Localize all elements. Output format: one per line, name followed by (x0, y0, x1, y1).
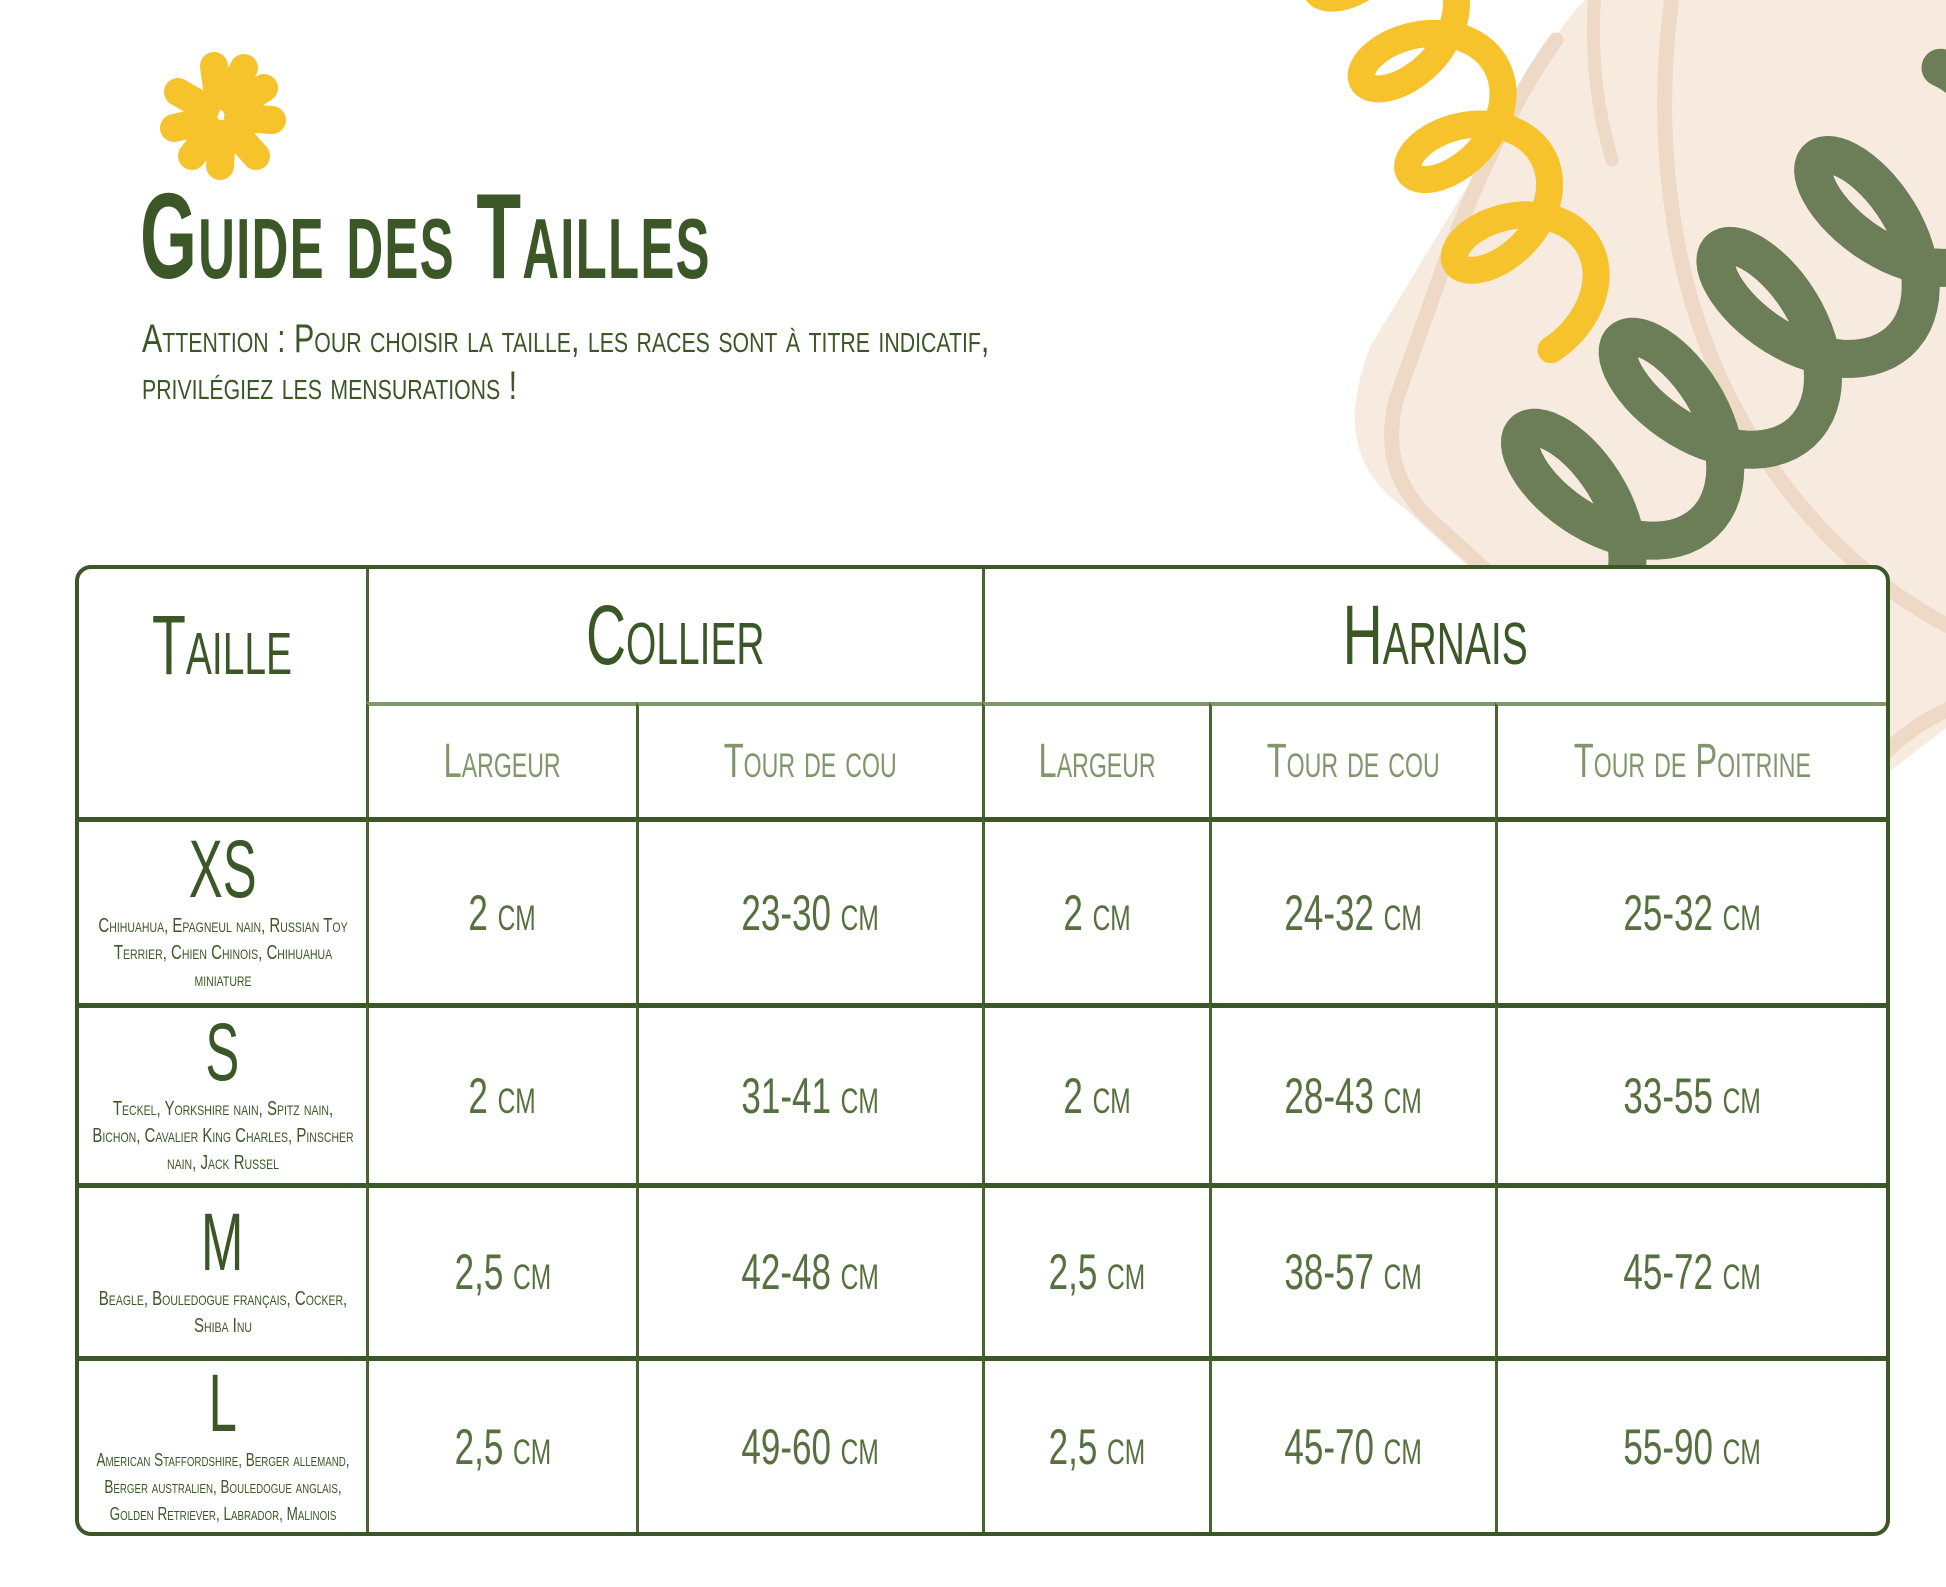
breeds-l: American Staffordshire, Berger allemand, Berger australien, Bouledogue anglais, Golden Retriever, Labrador, Malinois (95, 1449, 350, 1524)
cell-xs-harnais-tour-de-poitrine: 25-32 cm (1495, 817, 1886, 1003)
subheader-collier-largeur: Largeur (366, 702, 636, 817)
cell-s-collier-tour-de-cou: 31-41 cm (636, 1003, 982, 1183)
cell-l-harnais-tour-de-poitrine: 55-90 cm (1495, 1356, 1886, 1532)
cell-l-collier-largeur: 2,5 cm (366, 1356, 636, 1532)
cell-xs-collier-largeur: 2 cm (366, 817, 636, 1003)
cell-s-harnais-tour-de-cou: 28-43 cm (1209, 1003, 1495, 1183)
subheader-harnais-tour-de-cou: Tour de cou (1209, 702, 1495, 817)
cell-s-harnais-largeur: 2 cm (982, 1003, 1209, 1183)
page-title: Guide des Tailles (140, 168, 711, 304)
size-guide-table (75, 565, 1890, 1536)
breeds-s: Teckel, Yorkshire nain, Spitz nain, Bichon, Cavalier King Charles, Pinscher nain, Jack Russel (91, 1097, 354, 1174)
cell-xs-harnais-largeur: 2 cm (982, 817, 1209, 1003)
cell-l-harnais-tour-de-cou: 45-70 cm (1209, 1356, 1495, 1532)
cell-m-harnais-tour-de-poitrine: 45-72 cm (1495, 1183, 1886, 1356)
breeds-xs: Chihuahua, Epagneul nain, Russian Toy Terrier, Chien Chinois, Chihuahua miniature (97, 914, 348, 991)
row-s-size-cell (79, 1003, 366, 1183)
size-label-s: S (205, 1007, 240, 1099)
size-label-l: L (208, 1358, 237, 1450)
breeds-m: Beagle, Bouledogue français, Cocker, Shiba Inu (98, 1287, 347, 1337)
subheader-harnais-largeur: Largeur (982, 702, 1209, 817)
cell-m-harnais-tour-de-cou: 38-57 cm (1209, 1183, 1495, 1356)
row-m-size-cell (79, 1183, 366, 1356)
row-l-size-cell (79, 1356, 366, 1532)
header-harnais: Harnais (982, 569, 1886, 702)
cell-m-harnais-largeur: 2,5 cm (982, 1183, 1209, 1356)
subheader-collier-tour-de-cou: Tour de cou (636, 702, 982, 817)
cell-l-harnais-largeur: 2,5 cm (982, 1356, 1209, 1532)
header-collier: Collier (366, 569, 982, 702)
page-subtitle (142, 316, 1257, 410)
subtitle-line-2: privilégiez les mensurations ! (142, 364, 518, 408)
cell-m-collier-largeur: 2,5 cm (366, 1183, 636, 1356)
cell-m-collier-tour-de-cou: 42-48 cm (636, 1183, 982, 1356)
header-taille: Taille (152, 598, 293, 692)
row-xs-size-cell (79, 817, 366, 1003)
cell-l-collier-tour-de-cou: 49-60 cm (636, 1356, 982, 1532)
subtitle-line-1: Attention : Pour choisir la taille, les races sont à titre indicatif, (142, 317, 990, 361)
cell-xs-collier-tour-de-cou: 23-30 cm (636, 817, 982, 1003)
subheader-harnais-tour-de-poitrine: Tour de Poitrine (1495, 702, 1886, 817)
cell-xs-harnais-tour-de-cou: 24-32 cm (1209, 817, 1495, 1003)
size-label-xs: XS (188, 824, 257, 916)
cell-s-collier-largeur: 2 cm (366, 1003, 636, 1183)
size-label-m: M (201, 1197, 244, 1289)
cell-s-harnais-tour-de-poitrine: 33-55 cm (1495, 1003, 1886, 1183)
